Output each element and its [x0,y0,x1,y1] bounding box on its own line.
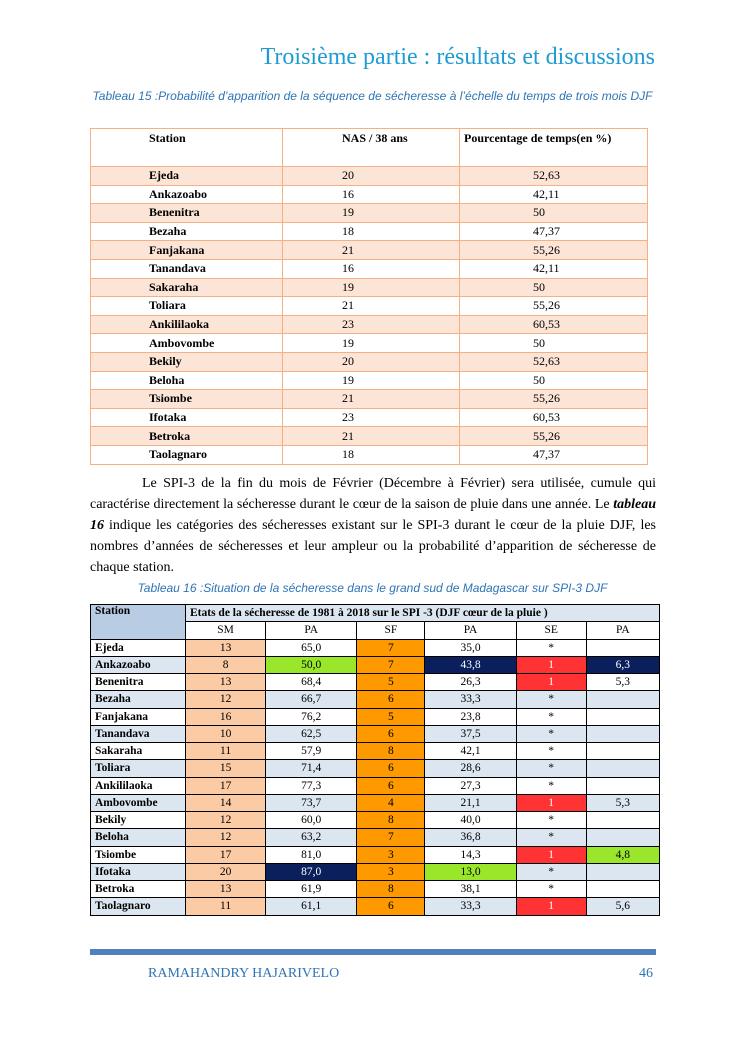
table16-cell-se: * [516,743,586,760]
table15-cell-percent: 60,53 [460,408,648,427]
table16-cell-pa: 43,8 [425,656,516,673]
table15-row [91,222,648,241]
table16-cell-pa: 77,3 [266,777,357,794]
table15-row [91,445,648,464]
table15-cell-percent: 50 [460,371,648,390]
table16-cell-pa [586,812,659,829]
table16-cell-sm: 12 [186,829,266,846]
footer-author: RAMAHANDRY HAJARIVELO [148,966,340,981]
table16-cell-sf: 8 [357,881,425,898]
table16-cell-pa: 61,1 [266,898,357,915]
table15-cell-nas: 18 [283,445,460,464]
table15-row [91,204,648,223]
table16-cell-sf: 3 [357,846,425,863]
table16-cell-pa: 42,1 [425,743,516,760]
table16-cell-station: Benenitra [91,674,186,691]
table15-cell-station: Ambovombe [91,334,283,353]
table15-cell-percent: 55,26 [460,427,648,446]
table16-cell-pa: 62,5 [266,725,357,742]
page-header-title: Troisième partie : résultats et discussions [260,44,655,70]
table16-cell-pa: 33,3 [425,898,516,915]
table16-cell-sm: 11 [186,898,266,915]
table15-row [91,352,648,371]
table16-cell-pa: 60,0 [266,812,357,829]
table16-cell-sm: 13 [186,881,266,898]
table15-row [91,390,648,409]
table16-row [91,846,660,863]
table15-cell-nas: 21 [283,390,460,409]
table16-cell-pa [586,863,659,880]
table15-cell-nas: 18 [283,222,460,241]
table16-cell-pa: 26,3 [425,674,516,691]
table16-cell-pa [586,725,659,742]
table15-cell-station: Tsiombe [91,390,283,409]
table16-cell-pa: 66,7 [266,691,357,708]
table16-cell-pa [586,829,659,846]
table15-cell-nas: 16 [283,185,460,204]
table16-cell-station: Betroka [91,881,186,898]
table16-subheader-sf: SF [357,622,425,639]
table16-cell-se: 1 [516,898,586,915]
table16-row [91,812,660,829]
table16-cell-sf: 5 [357,708,425,725]
table16-cell-station: Tsiombe [91,846,186,863]
table16-cell-sf: 3 [357,863,425,880]
table16-cell-sf: 6 [357,777,425,794]
table16-cell-sf: 7 [357,829,425,846]
table16-cell-sf: 4 [357,794,425,811]
table16-cell-pa: 87,0 [266,863,357,880]
table15-cell-station: Beloha [91,371,283,390]
table16-cell-se: 1 [516,656,586,673]
table15-row [91,259,648,278]
table15-row [91,408,648,427]
table16-cell-pa: 5,3 [586,794,659,811]
table16-cell-pa: 68,4 [266,674,357,691]
table15-row [91,315,648,334]
table16-cell-sm: 20 [186,863,266,880]
table15-cell-percent: 42,11 [460,185,648,204]
table16-row [91,898,660,915]
table16-cell-station: Bekily [91,812,186,829]
table16-cell-sm: 8 [186,656,266,673]
table16-cell-sf: 7 [357,656,425,673]
paragraph-text-1: Le SPI-3 de la fin du mois de Février (Décembre à Février) sera utilisée, cumule qui caractérise directement la sécheresse durant le cœur de la saison de pluie dans une année. Le [90,476,656,512]
paragraph-table-ref: tableau 16 [90,497,656,533]
table16-row [91,691,660,708]
table16-cell-station: Ejeda [91,639,186,656]
table16-row [91,760,660,777]
table16-cell-station: Ankililaoka [91,777,186,794]
table16-cell-pa: 5,6 [586,898,659,915]
table15-row [91,278,648,297]
table16-cell-se: 1 [516,794,586,811]
table16-cell-pa: 81,0 [266,846,357,863]
table16-cell-pa [586,881,659,898]
table16-cell-pa: 65,0 [266,639,357,656]
table15-cell-station: Ifotaka [91,408,283,427]
table16-cell-pa [586,691,659,708]
footer-page-number: 46 [639,966,653,981]
table16-row [91,656,660,673]
table16-cell-se: * [516,708,586,725]
table15-cell-percent: 60,53 [460,315,648,334]
table16-cell-pa: 21,1 [425,794,516,811]
table16-cell-pa: 5,3 [586,674,659,691]
table15-cell-station: Sakaraha [91,278,283,297]
table16-cell-sm: 15 [186,760,266,777]
table15-row [91,334,648,353]
table16-cell-pa: 40,0 [425,812,516,829]
table15-header-percent: Pourcentage de temps(en %) [460,129,648,167]
table16-cell-sf: 7 [357,639,425,656]
table16-cell-pa: 50,0 [266,656,357,673]
table16-row [91,743,660,760]
table16-cell-station: Ambovombe [91,794,186,811]
table16-cell-se: * [516,829,586,846]
table15-cell-nas: 21 [283,241,460,260]
table15-cell-percent: 50 [460,204,648,223]
table15-cell-percent: 55,26 [460,297,648,316]
table16-cell-pa: 37,5 [425,725,516,742]
table15-cell-station: Ankazoabo [91,185,283,204]
table15-cell-station: Bezaha [91,222,283,241]
table16-caption: Tableau 16 :Situation de la sécheresse dans le grand sud de Madagascar sur SPI-3 DJF [137,581,608,595]
table16-cell-pa [586,708,659,725]
table16-cell-sm: 13 [186,639,266,656]
table16 [90,604,660,916]
table15-cell-percent: 55,26 [460,241,648,260]
table16-cell-se: * [516,760,586,777]
table16-subheader-se: SE [516,622,586,639]
table15-cell-nas: 19 [283,278,460,297]
table15-cell-nas: 23 [283,408,460,427]
body-paragraph [90,473,656,578]
paragraph-text-2: indique les catégories des sécheresses existant sur le SPI-3 durant le cœur de la pluie DJF, les nombres d’années de sécheresses et leur ampleur ou la probabilité d’apparition de sécheresse de chaque station. [90,518,656,575]
table15-row [91,241,648,260]
table15-cell-station: Toliara [91,297,283,316]
table16-cell-station: Sakaraha [91,743,186,760]
table16-cell-se: * [516,863,586,880]
table16-cell-pa: 27,3 [425,777,516,794]
table15-row [91,297,648,316]
table15-cell-station: Bekily [91,352,283,371]
table16-cell-pa: 76,2 [266,708,357,725]
table16-cell-sf: 8 [357,743,425,760]
table15-cell-nas: 20 [283,167,460,186]
table15-cell-percent: 52,63 [460,352,648,371]
table16-subheader-pa: PA [586,622,659,639]
table15-cell-station: Ejeda [91,167,283,186]
table16-cell-sm: 14 [186,794,266,811]
table15-cell-percent: 47,37 [460,445,648,464]
table15-row [91,167,648,186]
table16-cell-pa [586,639,659,656]
table15-cell-percent: 50 [460,278,648,297]
table15-cell-station: Ankililaoka [91,315,283,334]
table16-row [91,674,660,691]
table16-cell-pa: 4,8 [586,846,659,863]
table16-cell-pa: 13,0 [425,863,516,880]
table16-cell-station: Ankazoabo [91,656,186,673]
table16-subheader-pa: PA [425,622,516,639]
table16-cell-pa [586,743,659,760]
table15-cell-percent: 47,37 [460,222,648,241]
table16-cell-pa [586,777,659,794]
table16-cell-pa: 63,2 [266,829,357,846]
table16-cell-station: Ifotaka [91,863,186,880]
table16-cell-sf: 6 [357,691,425,708]
table16-cell-station: Toliara [91,760,186,777]
table16-cell-pa: 33,3 [425,691,516,708]
table16-cell-sf: 8 [357,812,425,829]
table15-cell-station: Betroka [91,427,283,446]
table16-cell-se: * [516,725,586,742]
table16-cell-sm: 17 [186,846,266,863]
table15-cell-nas: 20 [283,352,460,371]
table15-header-nas: NAS / 38 ans [283,129,460,167]
table15-cell-station: Taolagnaro [91,445,283,464]
table16-subheader-sm: SM [186,622,266,639]
table16-cell-pa [586,760,659,777]
table16-cell-station: Taolagnaro [91,898,186,915]
table16-cell-se: * [516,881,586,898]
table15-row [91,371,648,390]
table15 [90,128,648,465]
table16-cell-sf: 6 [357,725,425,742]
table16-header-station: Station [91,605,186,640]
table15-cell-nas: 23 [283,315,460,334]
table16-cell-pa: 6,3 [586,656,659,673]
table16-cell-sm: 16 [186,708,266,725]
table16-cell-station: Fanjakana [91,708,186,725]
table16-cell-sm: 10 [186,725,266,742]
table15-header-station: Station [91,129,283,167]
table16-cell-sm: 12 [186,812,266,829]
table16-cell-sf: 5 [357,674,425,691]
table16-row [91,725,660,742]
table16-row [91,794,660,811]
table16-row [91,829,660,846]
table16-row [91,777,660,794]
table16-cell-pa: 23,8 [425,708,516,725]
table16-cell-sm: 13 [186,674,266,691]
table16-row [91,708,660,725]
table16-row [91,881,660,898]
table15-cell-nas: 19 [283,334,460,353]
table15-row [91,427,648,446]
table16-cell-se: 1 [516,674,586,691]
table15-cell-nas: 21 [283,427,460,446]
table16-cell-sf: 6 [357,898,425,915]
table16-cell-station: Bezaha [91,691,186,708]
table16-cell-station: Tanandava [91,725,186,742]
table16-cell-pa: 36,8 [425,829,516,846]
table16-cell-sf: 6 [357,760,425,777]
table16-cell-se: * [516,812,586,829]
table15-cell-station: Benenitra [91,204,283,223]
table15-cell-station: Tanandava [91,259,283,278]
table16-cell-se: 1 [516,846,586,863]
table15-cell-nas: 21 [283,297,460,316]
table16-cell-pa: 14,3 [425,846,516,863]
table16-cell-pa: 28,6 [425,760,516,777]
table15-cell-percent: 52,63 [460,167,648,186]
table16-cell-sm: 12 [186,691,266,708]
table16-cell-se: * [516,691,586,708]
table15-cell-percent: 42,11 [460,259,648,278]
table16-cell-pa: 57,9 [266,743,357,760]
table15-caption: Tableau 15 :Probabilité d’apparition de la séquence de sécheresse à l’échelle du temps de trois mois DJF [92,89,653,103]
table16-header-group: Etats de la sécheresse de 1981 à 2018 sur le SPI -3 (DJF cœur de la pluie ) [186,605,660,622]
table16-subheader-pa: PA [266,622,357,639]
table15-cell-nas: 19 [283,204,460,223]
table16-row [91,863,660,880]
table15-cell-station: Fanjakana [91,241,283,260]
table15-cell-nas: 19 [283,371,460,390]
table16-cell-pa: 61,9 [266,881,357,898]
table16-cell-pa: 71,4 [266,760,357,777]
table16-row [91,639,660,656]
table16-cell-pa: 73,7 [266,794,357,811]
table16-cell-pa: 38,1 [425,881,516,898]
table16-cell-se: * [516,639,586,656]
table16-cell-pa: 35,0 [425,639,516,656]
footer-divider [90,949,656,955]
table15-cell-percent: 50 [460,334,648,353]
table15-cell-nas: 16 [283,259,460,278]
table16-cell-sm: 17 [186,777,266,794]
table16-cell-sm: 11 [186,743,266,760]
table15-row [91,185,648,204]
table16-cell-se: * [516,777,586,794]
table16-cell-station: Beloha [91,829,186,846]
table15-cell-percent: 55,26 [460,390,648,409]
